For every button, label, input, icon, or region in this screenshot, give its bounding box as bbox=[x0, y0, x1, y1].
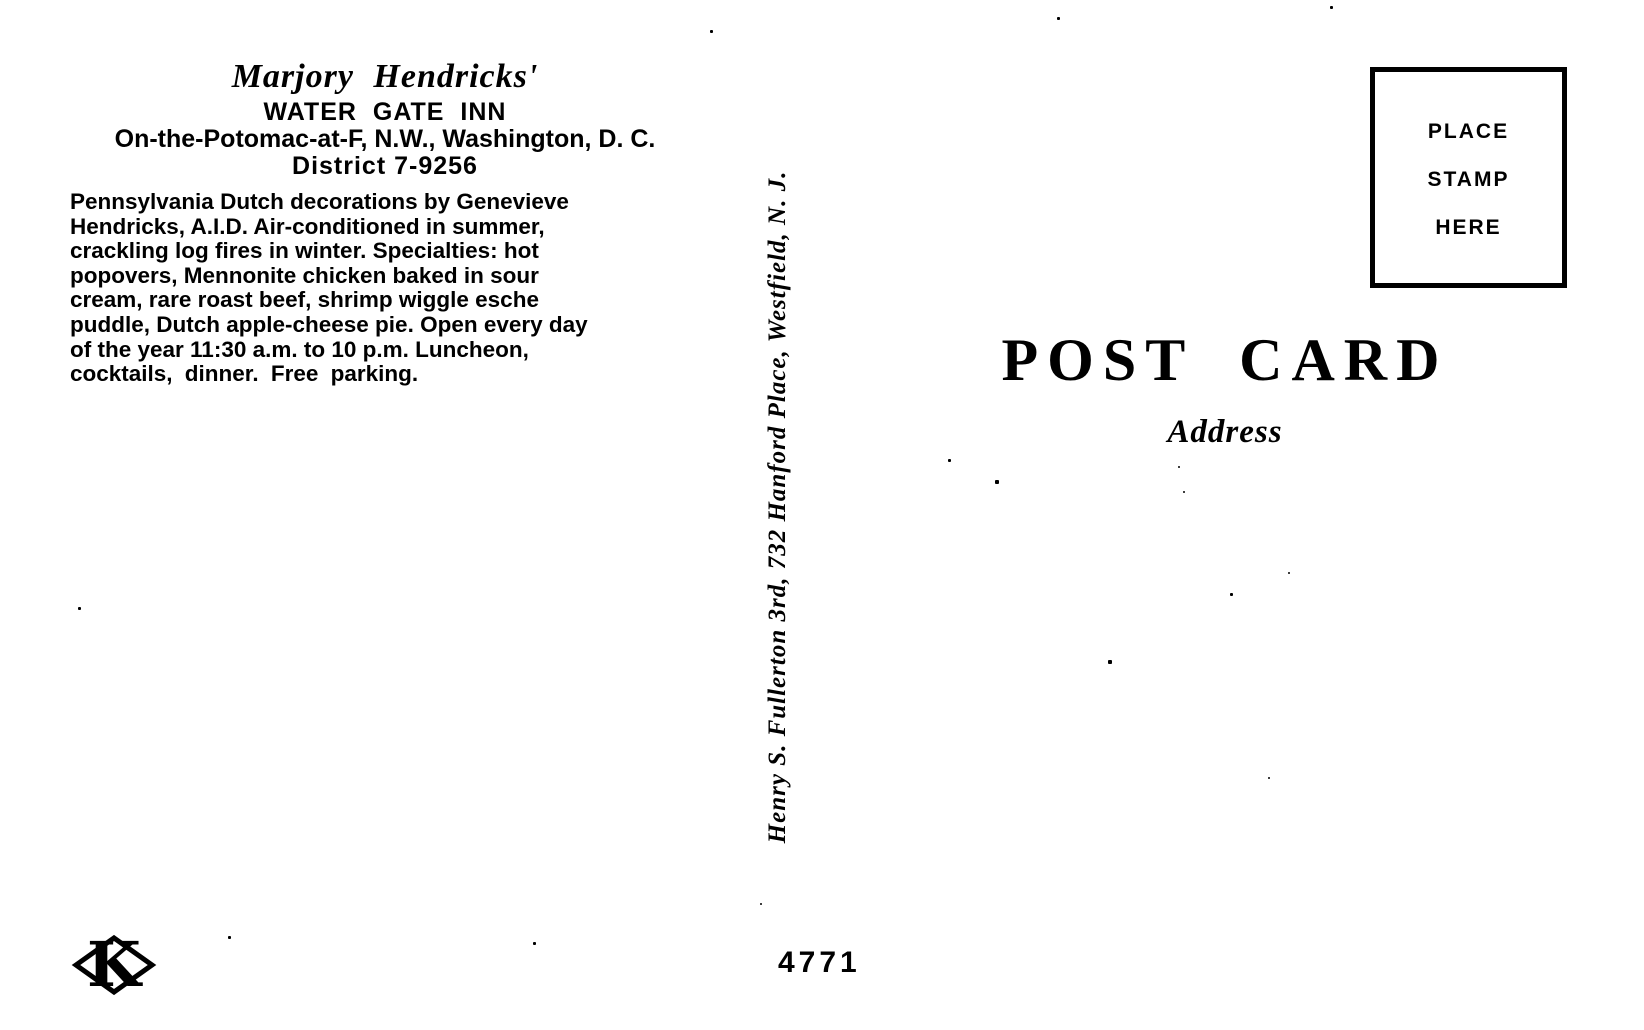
scan-speck bbox=[1330, 6, 1333, 9]
stamp-box-line: STAMP bbox=[1427, 168, 1510, 191]
address-label: Address bbox=[1167, 414, 1283, 450]
publisher-credit-vertical: Henry S. Fullerton 3rd, 732 Hanford Place, Westfield, N. J. bbox=[764, 170, 791, 844]
description-line: Pennsylvania Dutch decorations by Genevieve bbox=[70, 189, 569, 214]
scan-speck bbox=[710, 30, 713, 33]
description-line: cream, rare roast beef, shrimp wiggle esche bbox=[70, 287, 539, 313]
inn-description bbox=[70, 190, 733, 387]
inn-name: WATER GATE INN bbox=[263, 98, 507, 126]
stamp-box-line: PLACE bbox=[1427, 120, 1510, 143]
scan-speck bbox=[1288, 572, 1290, 574]
scan-speck bbox=[1230, 593, 1233, 596]
description-line: puddle, Dutch apple-cheese pie. Open every day bbox=[70, 311, 588, 337]
description-line: Hendricks, A.I.D. Air-conditioned in summer, bbox=[70, 213, 545, 239]
description-line: crackling log fires in winter. Specialties: hot bbox=[70, 238, 539, 264]
description-line: popovers, Mennonite chicken baked in sour bbox=[70, 262, 539, 288]
description-line: cocktails, dinner. Free parking. bbox=[70, 361, 419, 387]
printer-logo-k-diamond-icon bbox=[66, 928, 162, 1002]
scan-speck bbox=[1178, 466, 1180, 468]
inn-owner-title: Marjory Hendricks' bbox=[231, 58, 539, 95]
stamp-box-line: HERE bbox=[1435, 216, 1502, 239]
post-card-heading: POST CARD bbox=[1001, 327, 1449, 393]
scan-speck bbox=[995, 480, 999, 484]
scan-speck bbox=[1268, 777, 1270, 779]
description-line: of the year 11:30 a.m. to 10 p.m. Luncheon, bbox=[70, 336, 529, 362]
scan-speck bbox=[948, 459, 951, 462]
scan-speck bbox=[760, 903, 762, 905]
printer-logo-letter: K bbox=[87, 928, 141, 1001]
card-number: 4771 bbox=[778, 946, 861, 979]
inn-address: On-the-Potomac-at-F, N.W., Washington, D. C. bbox=[114, 125, 656, 153]
scan-speck bbox=[78, 607, 81, 610]
scan-speck bbox=[1057, 17, 1060, 20]
scan-speck bbox=[228, 936, 231, 939]
scan-speck bbox=[1183, 491, 1185, 493]
inn-header bbox=[60, 56, 710, 180]
scan-speck bbox=[533, 942, 536, 945]
stamp-box bbox=[1370, 67, 1567, 288]
scan-speck bbox=[1108, 660, 1112, 664]
inn-phone: District 7-9256 bbox=[292, 152, 478, 180]
